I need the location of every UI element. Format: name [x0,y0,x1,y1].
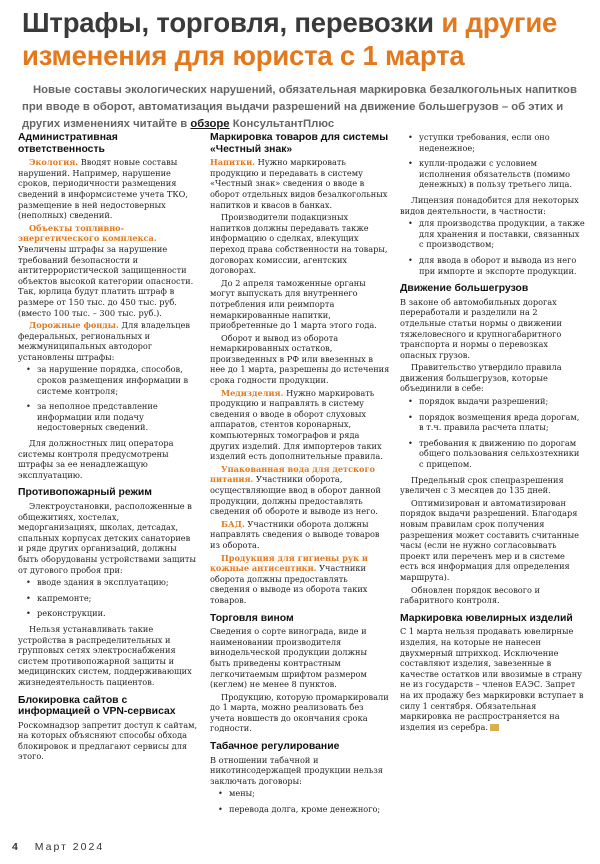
list-item: • мены; [210,788,390,799]
section-heading-jewelry: Маркировка ювелирных изделий [400,612,573,624]
section-heading-vpn: Блокировка сайтов с информацией о VPN-сервисах [18,694,176,718]
highlight-term: Напитки. [210,157,256,168]
paragraph [210,519,390,551]
paragraph: Правительство утвердило правила движения большегрузов, которые объединили в себе: [400,362,562,394]
issue-date: Март 2024 [34,841,105,853]
overview-link[interactable]: обзоре [190,118,230,130]
paragraph [210,157,390,210]
paragraph: Предельный срок спецразрешения увеличен с 3 месяцев до 135 дней. [400,474,564,496]
paragraph: Лицензия понадобится для некоторых видов деятельности, в частности: [400,194,579,216]
paragraph [210,388,390,462]
highlight-term: Упакованная вода для детского питания. [210,463,375,485]
paragraph: Производители подакцизных напитков должны передавать также информацию о сделках, влекущих переход права собственности на товары, договорах комиссии, агентских договорах. [210,212,388,276]
paragraph-text: Нужно маркировать продукцию и передавать в систему «Честный знак» сведения о вводе в оборот отдельных видов безалкогольных напитков и квасов в банках. [210,157,388,210]
paragraph: Электроустановки, расположенные в общежитиях, хостелах, медорганизациях, школах, детсадах, спальных корпусах детских санаториев и ряде других организаций, должны быть оборудованы устройствами защиты от дугового пробоя при: [18,501,196,575]
paragraph: Сведения о сорте винограда, виде и наименовании производителя винодельческой продукции должны быть приведены контрастным легкочитаемым шрифтом размером (кеглем) не менее 8 пунктов. [210,626,368,690]
column-2 [210,132,390,820]
list-item: • реконструкции. [18,608,198,619]
section-heading-marking: Маркировка товаров для системы «Честный знак» [210,132,389,155]
paragraph: Обновлен порядок весового и габаритного контроля. [400,584,541,606]
highlight-term: Медизделия. [221,387,284,398]
paragraph-text: Участники оборота, осуществляющие ввод в оборот данной продукции, должны предоставлять сведения об обороте и выводе из него. [210,474,381,517]
title-accent-1: и другие [441,7,558,38]
paragraph [210,464,390,517]
paragraph: До 2 апреля таможенные органы могут выпускать для внутреннего потребления или реимпорта немаркированные напитки, приобретенные до 1 марта этого года. [210,277,377,331]
highlight-term: Продукция для гигиены рук и кожные антисептики. [210,552,368,574]
title-main: Штрафы, торговля, перевозки [22,7,434,38]
highlight-term: БАД. [221,518,245,529]
section-heading-fire: Противопожарный режим [18,487,152,499]
paragraph-text: С 1 марта нельзя продавать ювелирные изделия, на которые не нанесен двухмерный штрихкод. Исключение составляют изделия, завезенные в качестве остатков или ввозимые в страну не из государств – членов ЕАЭС. Запрет на их продажу без маркировки вступает в силу 1 сентября. Обязательная маркировка не распространяется на изделия из серебра. [400,626,584,732]
lead-paragraph [22,82,582,133]
list-item: • порядок выдачи разрешений; [400,396,585,407]
list-item: • для ввода в оборот и вывода из него при импорте и экспорте продукции. [400,255,585,276]
paragraph-text: Участники оборота должны предоставлять сведения о выводе из оборота таких товаров. [210,563,368,605]
section-heading-trucks: Движение большегрузов [400,283,529,295]
list-item: • требования к движению по дорогам общего пользования сельхозтехники с прицепом. [400,438,585,470]
paragraph [18,223,198,318]
section-heading-admin: Административная ответственность [18,132,118,155]
end-mark-icon [490,724,499,731]
paragraph: Продукцию, которую промаркировали до 1 марта, можно реализовать без учета новшеств до окончания срока годности. [210,691,389,734]
paragraph: Роскомнадзор запретит доступ к сайтам, на которых объясняют способы обхода блокировок и предлагают сервисы для этого. [18,719,198,762]
list-item: • за нарушение порядка, способов, сроков размещения информации в системе контроля; [18,364,198,396]
paragraph: Оборот и вывод из оборота немаркированных остатков, произведенных в РФ или ввезенных в нее до 1 марта, разрешены до истечения срока годности продукции. [210,332,390,386]
bullet-list [18,364,198,433]
section-heading-tobacco: Табачное регулирование [210,741,340,753]
bullet-list [18,577,198,619]
page-number: 4 [12,841,18,853]
bullet-list [400,132,585,190]
bullet-list [400,218,585,276]
list-item: • порядок возмещения вреда дорогам, в т.ч. правила расчета платы; [400,412,585,433]
paragraph: В законе об автомобильных дорогах переработали и разделили на 2 отдельные статьи нормы о движении тяжеловесного и крупногабаритного транспорта и нормы о перевозках опасных грузов. [400,296,562,360]
highlight-term: Экология. [29,157,79,168]
list-item: • вводе здания в эксплуатацию; [18,577,198,588]
paragraph: В отношении табачной и никотинсодержащей продукции нельзя заключать договоры: [210,754,383,786]
list-item: • для производства продукции, а также для хранения и поставки, связанных с производством; [400,218,585,250]
list-item: • за неполное представление информации или подачу недостоверных сведений. [18,401,198,433]
list-item: • перевода долга, кроме денежного; [210,804,390,815]
section-heading-wine: Торговля вином [210,612,294,624]
page-footer [12,841,104,853]
lead-tail: КонсультантПлюс [232,118,335,130]
paragraph [210,553,390,606]
list-item: • купли-продажи с условием исполнения обязательств (помимо денежных) в пользу третьего лица. [400,158,585,190]
bullet-list [210,788,390,814]
paragraph-text: Нужно маркировать продукцию и направлять в систему сведения о вводе в оборот слуховых аппаратов, стентов коронарных, компьютерных томографов и ряда других изделий. Для импортеров таких изделий есть дополнительные правила. [210,387,383,462]
bullet-list [400,396,585,470]
column-3 [400,132,585,734]
paragraph [18,157,198,221]
paragraph: Оптимизирован и автоматизирован порядок выдачи разрешений. Благодаря новым правилам срок получения разрешения может составить считанные часы (если не нужно согласовывать проект или переченъ мер и в системе есть вся информация для определения маршрута). [400,497,579,582]
paragraph-text: Увеличены штрафы за нарушение требований безопасности и антитеррористической защищенности объектов высокой категории опасности. Так, юрлица будут платить штраф в размере от 150 тыс. до 450 тыс. руб. (вместо 100 тыс. – 300 тыс. руб.). [18,243,194,318]
list-item: • уступки требования, если оно неденежное; [400,132,585,153]
paragraph-text: Вводят новые составы нарушений. Например, нарушение сроков, периодичности размещения сведений в информсистеме учета ТКО, размещение в ней недостоверных (неполных) сведений. [18,157,188,221]
lead-text: Новые составы экологических нарушений, обязательная маркировка безалкогольных напитков при вводе в оборот, автоматизация выдачи разрешений на движение большегрузов – об этих и других изменениях читайте в [22,84,577,130]
paragraph [18,320,198,362]
column-1 [18,132,198,764]
paragraph [400,626,585,732]
paragraph-text: Участники оборота должны направлять сведения о выводе товаров из оборота. [210,518,380,550]
title-accent-2: изменения для юриста с 1 марта [22,40,465,71]
paragraph: Нельзя устанавливать такие устройства в распределительных и групповых сетях электроснабжения систем противопожарной защиты и медицинских систем, поддерживающих жизнедеятельность пациентов. [18,623,192,687]
paragraph: Для должностных лиц оператора системы контроля предусмотрены штрафы за ее ненадлежащую эксплуатацию. [18,438,174,480]
highlight-term: Объекты топливно-энергетического комплекса. [18,222,157,244]
page-title [22,6,592,72]
paragraph-text: Для владельцев федеральных, региональных и межмуниципальных автодорог установлены штрафы: [18,320,191,362]
highlight-term: Дорожные фонды. [29,320,119,331]
list-item: • капремонте; [18,593,198,604]
